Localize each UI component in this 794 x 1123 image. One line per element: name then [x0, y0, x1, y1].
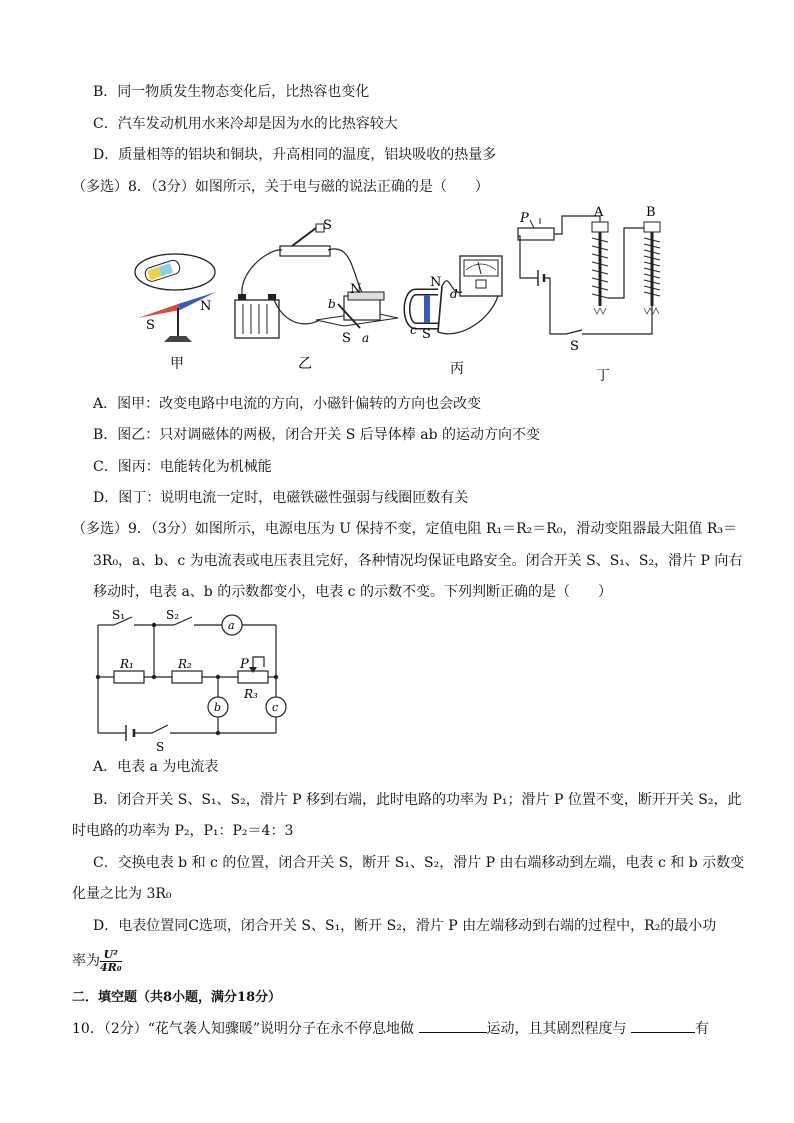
label-ding-P: P — [520, 211, 529, 226]
q7-option-c: C．汽车发动机用水来冷却是因为水的比热容较大 — [93, 116, 398, 132]
label-S: S — [156, 740, 165, 754]
q9-stem-line1: （多选）9．（3分）如图所示，电源电压为 U 保持不变，定值电阻 R₁＝R₂＝R₀，滑动变阻器最大阻值 R₃＝ — [72, 521, 738, 537]
label-S1: S₁ — [112, 608, 126, 622]
label-yi-S-switch: S — [323, 218, 332, 233]
q9-option-d-line1: D．电表位置同C选项，闭合开关 S、S₁，断开 S₂，滑片 P 由左端移动到右端的过程中，R₂的最小功 — [93, 918, 717, 934]
caption-jia: 甲 — [170, 356, 184, 372]
label-R1: R₁ — [120, 657, 134, 671]
label-bing-S: S — [422, 327, 431, 342]
q10-line1 — [72, 1018, 709, 1039]
q8-figures — [120, 200, 680, 390]
q8-option-b: B．图乙：只对调磁体的两极，闭合开关 S 后导体棒 ab 的运动方向不变 — [93, 427, 540, 443]
meter-a-label: a — [228, 619, 235, 632]
fraction-u2-4r0 — [100, 949, 122, 974]
q9-option-d-prefix: 率为 — [72, 953, 100, 969]
label-bing-d: d — [450, 287, 458, 301]
q9-option-c-line2: 化量之比为 3R₀ — [72, 886, 172, 902]
label-R2: R₂ — [178, 657, 192, 671]
label-jia-S: S — [146, 318, 155, 333]
caption-ding: 丁 — [596, 368, 610, 384]
label-R3: R₃ — [244, 687, 258, 701]
q7-option-b: B．同一物质发生物态变化后，比热容也变化 — [93, 84, 370, 100]
q8-option-d: D．图丁：说明电流一定时，电磁铁磁性强弱与线圈匝数有关 — [93, 490, 469, 506]
caption-yi: 乙 — [298, 356, 312, 372]
q8-option-c: C．图丙：电能转化为机械能 — [93, 459, 272, 475]
q9-option-c-line1: C．交换电表 b 和 c 的位置，闭合开关 S，断开 S₁、S₂，滑片 P 由右端移动到左端，电表 c 和 b 示数变 — [93, 855, 745, 871]
q9-circuit — [88, 605, 298, 755]
label-P: P — [240, 657, 249, 672]
figure-jia — [135, 254, 216, 372]
q9-option-b-line1: B．闭合开关 S、S₁、S₂，滑片 P 移到右端，此时电路的功率为 P₁；滑片 P 位置不变，断开开关 S₂，此 — [93, 792, 742, 808]
fraction-denominator: 4R₀ — [100, 960, 122, 974]
q10-blank-1[interactable] — [419, 1018, 487, 1033]
meter-b-label: b — [214, 701, 222, 714]
label-ding-B: B — [646, 205, 656, 220]
caption-bing: 丙 — [450, 361, 464, 377]
figure-ding — [518, 205, 660, 384]
q8-stem: （多选）8．（3分）如图所示，关于电与磁的说法正确的是（ ） — [72, 179, 489, 195]
label-ding-S: S — [570, 339, 579, 354]
q10-part2: 运动，且其剧烈程度与 — [486, 1021, 631, 1037]
label-yi-b: b — [328, 297, 336, 311]
q9-stem-line2: 3R₀，a、b、c 为电流表或电压表且完好，各种情况均保证电路安全。闭合开关 S、S₁、S₂，滑片 P 向右 — [93, 553, 743, 569]
label-yi-N: N — [350, 282, 362, 297]
q9-option-d-line2 — [72, 944, 122, 978]
figure-bing — [407, 256, 502, 377]
label-S2: S₂ — [166, 608, 180, 622]
q10-part3: 有 — [694, 1021, 709, 1037]
label-yi-a: a — [362, 331, 370, 345]
q8-option-a: A．图甲：改变电路中电流的方向，小磁针偏转的方向也会改变 — [93, 396, 482, 412]
q10-blank-2[interactable] — [631, 1018, 695, 1033]
fraction-numerator: U² — [100, 949, 122, 962]
figure-yi — [235, 218, 398, 372]
label-bing-N: N — [430, 275, 442, 290]
label-ding-A: A — [594, 205, 604, 220]
label-yi-S-magnet: S — [342, 331, 351, 346]
q10-part1: 10．（2分）“花气袭人知骤暖”说明分子在永不停息地做 — [72, 1021, 419, 1037]
q7-option-d: D．质量相等的铝块和铜块，升高相同的温度，铝块吸收的热量多 — [93, 147, 497, 163]
q9-option-a: A．电表 a 为电流表 — [93, 759, 219, 775]
q9-option-b-line2: 时电路的功率为 P₂，P₁：P₂＝4：3 — [72, 823, 294, 839]
label-bing-c: c — [410, 323, 417, 337]
q9-stem-line3: 移动时，电表 a、b 的示数都变小，电表 c 的示数不变。下列判断正确的是（ ） — [93, 584, 612, 600]
section-2-heading: 二．填空题（共8小题，满分18分） — [72, 990, 282, 1005]
meter-c-label: c — [272, 701, 279, 714]
label-jia-N: N — [200, 299, 212, 314]
